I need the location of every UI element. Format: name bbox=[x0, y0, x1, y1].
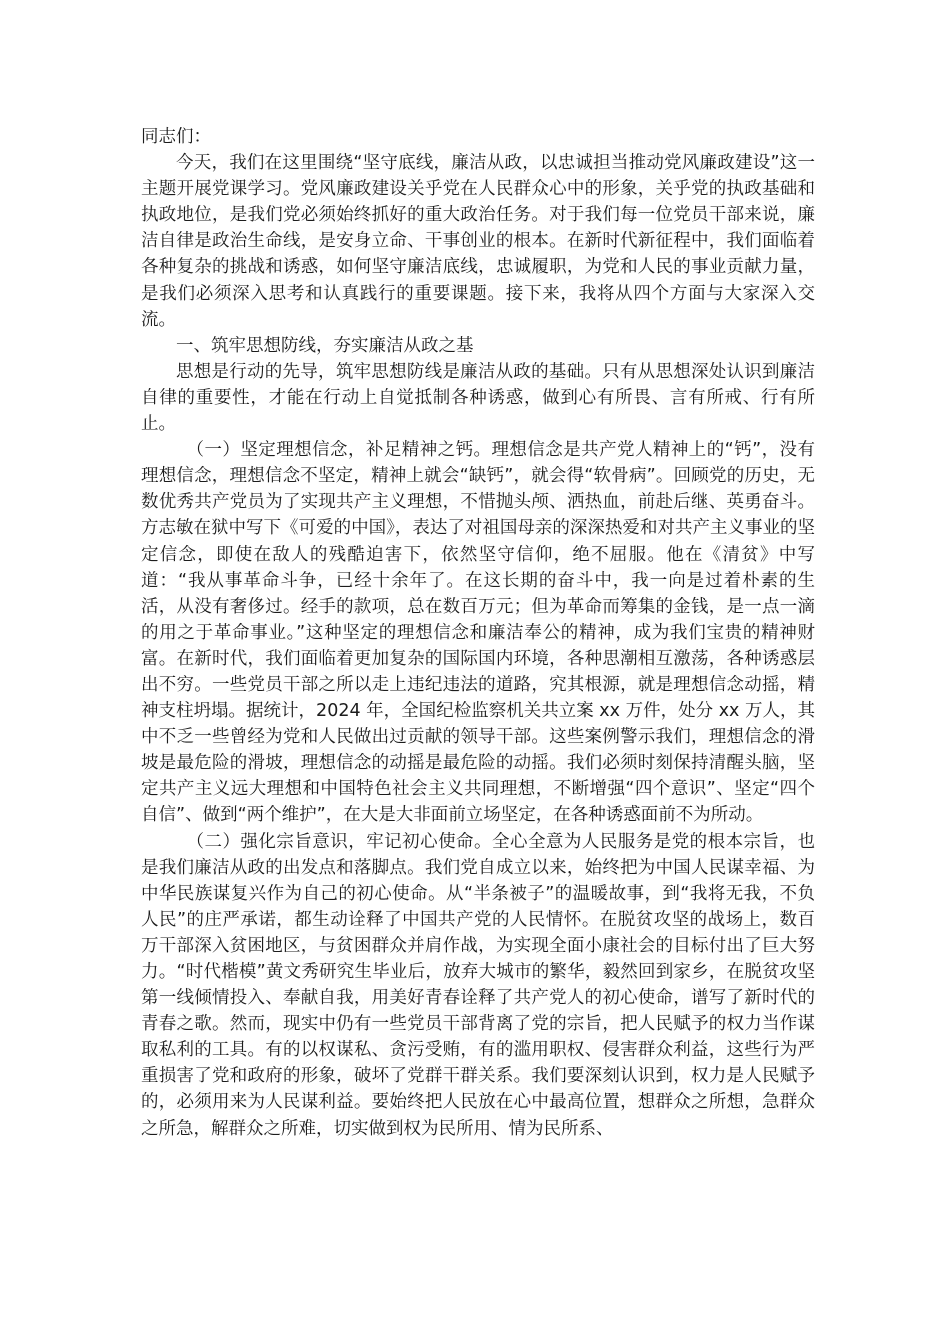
salutation: 同志们： bbox=[141, 127, 211, 147]
subsection-2-paragraph: （二）强化宗旨意识，牢记初心使命。全心全意为人民服务是党的根本宗旨，也是我们廉洁从政的出发点和落脚点。我们党自成立以来，始终把为中国人民谋幸福、为中华民族谋复兴作为自己的初心使命。从“半条被子”的温暖故事，到“我将无我，不负人民”的庄严承诺，都生动诠释了中国共产党的人民情怀。在脱贫攻坚的战场上，数百万干部深入贫困地区，与贫困群众并肩作战，为实现全面小康社会的目标付出了巨大努力。“时代楷模”黄文秀研究生毕业后，放弃大城市的繁华，毅然回到家乡，在脱贫攻坚第一线倾情投入、奉献自我，用美好青春诠释了共产党人的初心使命，谱写了新时代的青春之歌。然而，现实中仍有一些党员干部背离了党的宗旨，把人民赋予的权力当作谋取私利的工具。有的以权谋私、贪污受贿，有的滥用职权、侵害群众利益，这些行为严重损害了党和政府的形象，破坏了党群干群关系。我们要深刻认识到，权力是人民赋予的，必须用来为人民谋利益。要始终把人民放在心中最高位置，想群众之所想，急群众之所急，解群众之所难，切实做到权为民所用、情为民所系、 bbox=[141, 831, 815, 1139]
section-1-intro-paragraph: 思想是行动的先导，筑牢思想防线是廉洁从政的基础。只有从思想深处认识到廉洁自律的重要性，才能在行动上自觉抵制各种诱惑，做到心有所畏、言有所戒、行有所止。 bbox=[141, 361, 815, 435]
document-body bbox=[141, 124, 815, 1142]
section-1-heading: 一、筑牢思想防线，夯实廉洁从政之基 bbox=[176, 335, 474, 356]
subsection-1-paragraph: （一）坚定理想信念，补足精神之钙。理想信念是共产党人精神上的“钙”，没有理想信念，理想信念不坚定，精神上就会“缺钙”，就会得“软骨病”。回顾党的历史，无数优秀共产党员为了实现共产主义理想，不惜抛头颅、洒热血，前赴后继、英勇奋斗。方志敏在狱中写下《可爱的中国》，表达了对祖国母亲的深深热爱和对共产主义事业的坚定信念，即使在敌人的残酷迫害下，依然坚守信仰，绝不屈服。他在《清贫》中写道：“我从事革命斗争，已经十余年了。在这长期的奋斗中，我一向是过着朴素的生活，从没有奢侈过。经手的款项，总在数百万元；但为革命而筹集的金钱，是一点一滴的用之于革命事业。”这种坚定的理想信念和廉洁奉公的精神，成为我们宝贵的精神财富。在新时代，我们面临着更加复杂的国际国内环境，各种思潮相互激荡，各种诱惑层出不穷。一些党员干部之所以走上违纪违法的道路，究其根源，就是理想信念动摇，精神支柱坍塌。据统计，2024 年，全国纪检监察机关共立案 xx 万件，处分 xx 万人，其中不乏一些曾经为党和人民做出过贡献的领导干部。这些案例警示我们，理想信念的滑坡是最危险的滑坡，理想信念的动摇是最危险的动摇。我们必须时刻保持清醒头脑，坚定共产主义远大理想和中国特色社会主义共同理想，不断增强“四个意识”、坚定“四个自信”、做到“两个维护”，在大是大非面前立场坚定，在各种诱惑面前不为所动。 bbox=[141, 440, 815, 826]
intro-paragraph: 今天，我们在这里围绕“坚守底线，廉洁从政，以忠诚担当推动党风廉政建设”这一主题开展党课学习。党风廉政建设关乎党在人民群众心中的形象，关乎党的执政基础和执政地位，是我们党必须始终抓好的重大政治任务。对于我们每一位党员干部来说，廉洁自律是政治生命线，是安身立命、干事创业的根本。在新时代新征程中，我们面临着各种复杂的挑战和诱惑，如何坚守廉洁底线，忠诚履职，为党和人民的事业贡献力量，是我们必须深入思考和认真践行的重要课题。接下来，我将从四个方面与大家深入交流。 bbox=[141, 153, 815, 330]
